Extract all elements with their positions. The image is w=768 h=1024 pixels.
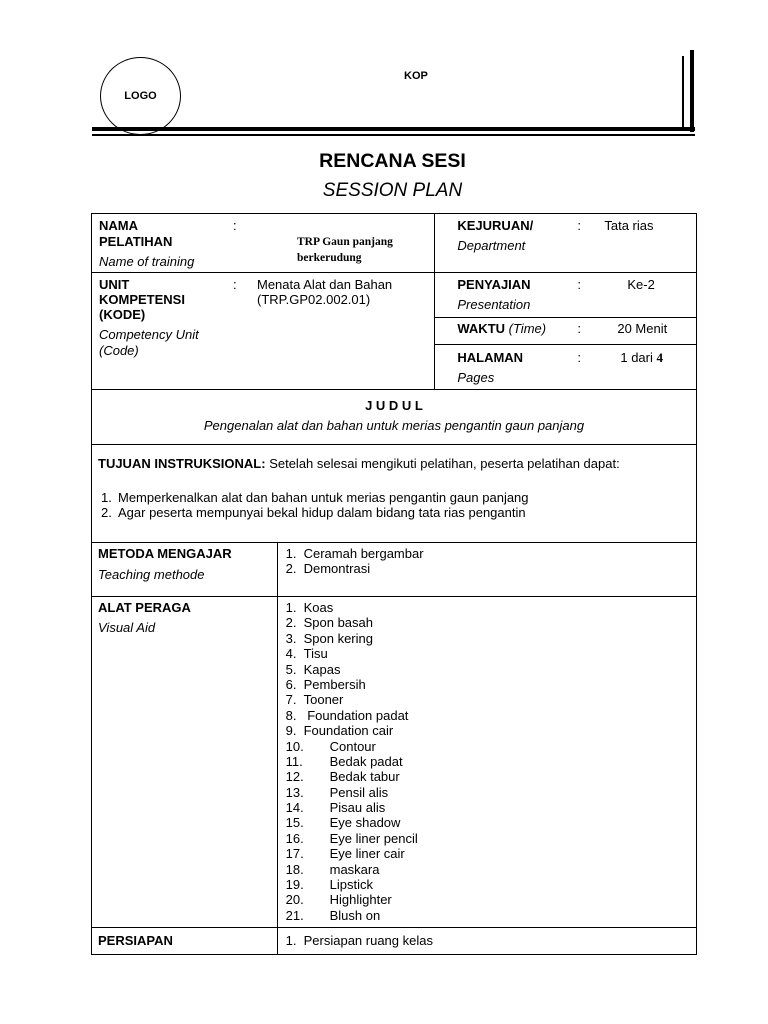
penyajian-value: Ke-2	[627, 277, 655, 292]
unit-label-1: UNIT	[99, 277, 130, 292]
persiapan-list	[278, 928, 696, 948]
list-item: 1. Persiapan ruang kelas	[285, 933, 433, 948]
list-item: 6. Pembersih	[285, 676, 366, 692]
header-horizontal-rule	[92, 127, 695, 131]
list-item: 5. Kapas	[285, 661, 341, 677]
list-item: 1. Memperkenalkan alat dan bahan untuk merias pengantin gaun panjang	[101, 490, 529, 505]
nama-colon: :	[233, 218, 237, 233]
nama-label-en: Name of training	[99, 254, 195, 269]
list-item: 16. Eye liner pencil	[285, 830, 418, 846]
alat-label-cell	[92, 597, 278, 928]
nama-label: NAMA	[99, 218, 138, 233]
halaman-colon: :	[577, 350, 581, 365]
unit-label-2: KOMPETENSI	[99, 292, 185, 307]
judul-label: J U D U L	[365, 398, 423, 413]
session-plan-table	[91, 213, 697, 955]
unit-label-3: (KODE)	[99, 307, 146, 322]
document-title: RENCANA SESI	[319, 150, 466, 172]
metoda-value-cell	[277, 543, 696, 597]
judul-cell	[92, 390, 697, 445]
persiapan-label: PERSIAPAN	[98, 933, 173, 948]
kejuruan-label-en: Department	[457, 238, 526, 253]
waktu-colon: :	[577, 321, 581, 336]
list-item: 21. Blush on	[285, 907, 381, 923]
halaman-row	[435, 345, 696, 389]
list-item: 12. Bedak tabur	[285, 769, 400, 785]
list-item: 4. Tisu	[285, 646, 328, 662]
kop-text: KOP	[404, 70, 428, 82]
kejuruan-label: KEJURUAN/	[457, 218, 534, 233]
logo	[100, 57, 181, 135]
kejuruan-value: Tata rias	[604, 218, 654, 233]
penyajian-row	[435, 273, 696, 318]
list-item: 1. Koas	[285, 600, 334, 615]
waktu-row	[435, 318, 696, 345]
kejuruan-cell	[435, 214, 697, 273]
unit-value-line1: Menata Alat dan Bahan	[257, 277, 393, 292]
unit-label-en-2: (Code)	[99, 343, 139, 358]
penyajian-label-en: Presentation	[457, 297, 531, 312]
metoda-label: METODA MENGAJAR	[98, 546, 232, 561]
halaman-total: 4	[656, 350, 664, 365]
list-item: 2. Spon basah	[285, 615, 374, 631]
list-item: 3. Spon kering	[285, 630, 373, 646]
unit-label-en-1: Competency Unit	[99, 327, 199, 342]
unit-colon: :	[233, 277, 237, 292]
list-item: 2. Demontrasi	[285, 561, 371, 577]
penyajian-label: PENYAJIAN	[457, 277, 531, 292]
metoda-label-cell	[92, 543, 278, 597]
kejuruan-colon: :	[577, 218, 581, 233]
header-vertical-rule-thin	[682, 56, 684, 130]
halaman-label: HALAMAN	[457, 350, 524, 365]
list-item: 17. Eye liner cair	[285, 846, 405, 862]
nama-value-line1: TRP Gaun panjang	[297, 236, 393, 248]
unit-value-line2: (TRP.GP02.002.01)	[257, 292, 371, 307]
nama-cell	[92, 214, 435, 273]
nama-label-2: PELATIHAN	[99, 234, 173, 249]
list-item: 19. Lipstick	[285, 877, 373, 893]
list-item: 7. Tooner	[285, 692, 344, 708]
alat-label-en: Visual Aid	[98, 620, 156, 635]
metoda-label-en: Teaching methode	[98, 567, 205, 582]
list-item: 9. Foundation cair	[285, 723, 394, 739]
logo-text: LOGO	[124, 90, 157, 102]
document-subtitle: SESSION PLAN	[322, 180, 463, 201]
persiapan-label-cell	[92, 928, 278, 955]
judul-text: Pengenalan alat dan bahan untuk merias pengantin gaun panjang	[203, 418, 585, 433]
list-item: 20. Highlighter	[285, 892, 392, 908]
list-item: 14. Pisau alis	[285, 800, 386, 816]
unit-cell	[92, 273, 435, 390]
tujuan-intro: Setelah selesai mengikuti pelatihan, peserta pelatihan dapat:	[269, 456, 620, 471]
penyajian-waktu-halaman-cell	[435, 273, 697, 390]
alat-list	[278, 597, 696, 923]
tujuan-label: TUJUAN INSTRUKSIONAL:	[98, 456, 266, 471]
waktu-label-en: (Time)	[508, 321, 547, 336]
list-item: 11. Bedak padat	[285, 753, 403, 769]
tujuan-list	[101, 490, 529, 521]
waktu-label: WAKTU	[457, 321, 506, 336]
tujuan-cell	[92, 445, 697, 543]
halaman-label-en: Pages	[457, 370, 495, 385]
list-item: 10. Contour	[285, 738, 376, 754]
list-item: 18. maskara	[285, 861, 380, 877]
persiapan-value-cell	[277, 928, 696, 955]
penyajian-colon: :	[577, 277, 581, 292]
header-horizontal-rule-thin	[92, 134, 695, 136]
list-item: 8. Foundation padat	[285, 707, 409, 723]
header-vertical-rule	[690, 50, 694, 132]
nama-value-line2: berkerudung	[297, 252, 362, 264]
alat-value-cell	[277, 597, 696, 928]
halaman-value: 1 dari	[620, 350, 653, 365]
list-item: 13. Pensil alis	[285, 784, 389, 800]
alat-label: ALAT PERAGA	[98, 600, 191, 615]
list-item: 2. Agar peserta mempunyai bekal hidup dalam bidang tata rias pengantin	[101, 505, 526, 521]
list-item: 1. Ceramah bergambar	[285, 546, 424, 561]
list-item: 15. Eye shadow	[285, 815, 401, 831]
metoda-list	[278, 543, 696, 577]
waktu-value: 20 Menit	[617, 321, 668, 336]
